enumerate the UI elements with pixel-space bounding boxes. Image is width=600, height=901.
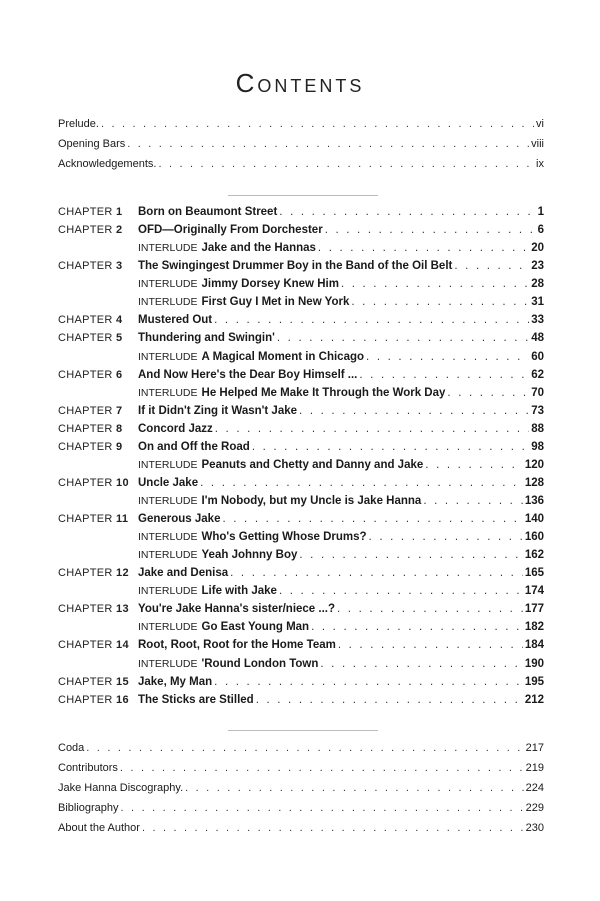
interlude-entry[interactable] — [138, 621, 544, 639]
chapter-entry[interactable] — [58, 694, 544, 712]
leader-dots — [256, 694, 523, 706]
leader-dots — [127, 138, 529, 150]
chapter-entry[interactable] — [58, 513, 544, 531]
leader-dots — [230, 567, 523, 579]
interlude-entry[interactable] — [138, 658, 544, 676]
front-matter-page-number: viii — [531, 138, 544, 150]
divider-top — [228, 195, 378, 196]
chapter-word: CHAPTER — [58, 332, 113, 345]
page-number: 88 — [531, 422, 544, 435]
chapter-title: Root, Root, Root for the Home Team — [138, 639, 336, 652]
interlude-label: INTERLUDE — [138, 296, 198, 309]
chapter-title: Generous Jake — [138, 513, 221, 525]
leader-dots — [185, 782, 523, 794]
chapter-label — [58, 224, 138, 236]
chapter-label — [58, 676, 138, 688]
chapter-number: 14 — [116, 639, 129, 652]
chapter-label — [58, 441, 138, 453]
chapter-word: CHAPTER — [58, 639, 113, 652]
page-number: 160 — [524, 531, 544, 544]
chapter-word: CHAPTER — [58, 206, 113, 218]
chapter-number: 5 — [116, 332, 123, 345]
interlude-title: Go East Young Man — [201, 621, 310, 634]
chapter-word: CHAPTER — [58, 422, 113, 435]
page-number: 120 — [524, 458, 544, 471]
chapter-title: Thundering and Swingin' — [138, 332, 275, 345]
page-number: 174 — [524, 585, 544, 598]
page-number: 73 — [531, 404, 544, 417]
interlude-entry[interactable] — [138, 495, 544, 513]
chapter-word: CHAPTER — [58, 567, 113, 580]
chapter-title: Jake, My Man — [138, 675, 213, 688]
chapter-word: CHAPTER — [58, 260, 113, 273]
page-number: 98 — [531, 440, 544, 453]
back-matter-title: Contributors — [58, 762, 118, 774]
page-number: 23 — [531, 260, 544, 273]
chapter-word: CHAPTER — [58, 368, 113, 381]
chapter-number: 10 — [116, 476, 129, 489]
chapter-word: CHAPTER — [58, 693, 113, 706]
interlude-title: First Guy I Met in New York — [201, 296, 350, 309]
chapter-word: CHAPTER — [58, 224, 113, 237]
interlude-title: Peanuts and Chetty and Danny and Jake — [201, 458, 424, 471]
leader-dots — [279, 206, 535, 218]
back-matter-entry[interactable] — [58, 802, 544, 820]
chapter-word: CHAPTER — [58, 603, 113, 616]
chapter-number: 15 — [116, 675, 129, 688]
leader-dots — [311, 621, 523, 633]
leader-dots — [279, 585, 523, 597]
chapter-label — [58, 513, 138, 525]
chapter-number: 12 — [116, 567, 129, 580]
page-number: 165 — [524, 567, 544, 580]
interlude-entry[interactable] — [138, 351, 544, 369]
chapter-word: CHAPTER — [58, 440, 113, 453]
chapter-title: You're Jake Hanna's sister/niece ...? — [138, 603, 336, 616]
leader-dots — [366, 351, 529, 363]
interlude-title: Life with Jake — [201, 585, 277, 598]
interlude-entry[interactable] — [138, 242, 544, 260]
chapter-entry[interactable] — [58, 314, 544, 332]
chapter-number: 1 — [116, 206, 123, 218]
chapter-word: CHAPTER — [58, 404, 113, 417]
front-matter-entry[interactable] — [58, 118, 544, 136]
front-matter-title: Opening Bars — [58, 138, 126, 150]
page-number: 184 — [524, 639, 544, 652]
leader-dots — [320, 658, 522, 670]
chapter-label — [58, 639, 138, 651]
page-number: 20 — [531, 242, 544, 255]
interlude-title: I'm Nobody, but my Uncle is Jake Hanna — [201, 495, 422, 507]
divider-bottom — [228, 730, 378, 731]
interlude-title: 'Round London Town — [201, 657, 319, 670]
interlude-title: He Helped Me Make It Through the Work Day — [201, 386, 446, 399]
chapter-title: Uncle Jake — [138, 476, 199, 489]
chapter-title: The Swingingest Drummer Boy in the Band of the Oil Belt — [138, 260, 453, 273]
interlude-label: INTERLUDE — [138, 585, 198, 598]
chapter-label — [58, 260, 138, 272]
back-matter-title: Jake Hanna Discography. — [58, 782, 184, 794]
back-matter-page-number: 219 — [525, 762, 544, 774]
leader-dots — [158, 158, 534, 170]
chapter-label — [58, 567, 138, 579]
leader-dots — [351, 296, 529, 308]
chapter-label — [58, 477, 138, 489]
chapter-label — [58, 423, 138, 435]
leader-dots — [325, 224, 536, 236]
interlude-label: INTERLUDE — [138, 531, 198, 544]
chapter-word: CHAPTER — [58, 675, 113, 688]
chapter-entry[interactable] — [58, 441, 544, 459]
interlude-entry[interactable] — [138, 278, 544, 296]
chapter-number: 16 — [116, 693, 129, 706]
leader-dots — [454, 260, 529, 272]
chapter-entry[interactable] — [58, 332, 544, 350]
interlude-title: A Magical Moment in Chicago — [201, 350, 365, 363]
leader-dots — [338, 639, 523, 651]
chapter-number: 11 — [116, 513, 129, 525]
leader-dots — [299, 405, 529, 417]
page-number: 6 — [537, 224, 544, 237]
interlude-title: Jimmy Dorsey Knew Him — [201, 278, 339, 291]
page-number: 212 — [524, 693, 544, 706]
interlude-label: INTERLUDE — [138, 350, 198, 363]
page-number: 60 — [531, 350, 544, 363]
interlude-entry[interactable] — [138, 531, 544, 549]
chapter-entry[interactable] — [58, 639, 544, 657]
interlude-label: INTERLUDE — [138, 657, 198, 670]
back-matter-title: Bibliography — [58, 802, 119, 814]
chapter-entry[interactable] — [58, 369, 544, 387]
page-number: 182 — [524, 621, 544, 634]
leader-dots — [299, 549, 522, 561]
interlude-label: INTERLUDE — [138, 458, 198, 471]
leader-dots — [86, 742, 523, 754]
leader-dots — [121, 802, 524, 814]
back-matter-page-number: 229 — [525, 802, 544, 814]
front-matter-page-number: ix — [536, 158, 544, 170]
page-number: 177 — [524, 603, 544, 616]
page-number: 140 — [524, 513, 544, 525]
page-number: 195 — [524, 675, 544, 688]
leader-dots — [341, 278, 529, 290]
back-matter-entry[interactable] — [58, 742, 544, 760]
interlude-label: INTERLUDE — [138, 495, 198, 507]
interlude-title: Who's Getting Whose Drums? — [201, 531, 367, 544]
chapter-title: Jake and Denisa — [138, 567, 229, 580]
chapter-title: And Now Here's the Dear Boy Himself ... — [138, 368, 358, 381]
leader-dots — [120, 762, 524, 774]
chapter-word: CHAPTER — [58, 314, 113, 327]
chapter-number: 4 — [116, 314, 123, 327]
leader-dots — [200, 477, 523, 489]
chapter-label — [58, 694, 138, 706]
chapter-title: Born on Beaumont Street — [138, 206, 278, 218]
page-number: 33 — [531, 314, 544, 327]
chapter-number: 13 — [116, 603, 129, 616]
chapter-entry[interactable] — [58, 676, 544, 694]
interlude-label: INTERLUDE — [138, 386, 198, 399]
chapter-entry[interactable] — [58, 477, 544, 495]
chapter-title: OFD—Originally From Dorchester — [138, 224, 323, 237]
leader-dots — [101, 118, 534, 130]
leader-dots — [359, 369, 529, 381]
interlude-label: INTERLUDE — [138, 621, 198, 634]
back-matter-entry[interactable] — [58, 822, 544, 840]
leader-dots — [222, 513, 522, 525]
leader-dots — [214, 676, 523, 688]
chapter-number: 3 — [116, 260, 123, 273]
chapter-number: 2 — [116, 224, 123, 237]
chapter-number: 6 — [116, 368, 123, 381]
front-matter-entry[interactable] — [58, 138, 544, 156]
chapter-label — [58, 603, 138, 615]
front-matter-entry[interactable] — [58, 158, 544, 176]
interlude-entry[interactable] — [138, 549, 544, 567]
interlude-label: INTERLUDE — [138, 278, 198, 291]
page-number: 48 — [531, 332, 544, 345]
leader-dots — [425, 459, 523, 471]
interlude-title: Yeah Johnny Boy — [201, 549, 298, 562]
leader-dots — [252, 441, 529, 453]
chapter-word: CHAPTER — [58, 513, 113, 525]
leader-dots — [215, 423, 529, 435]
chapter-entry[interactable] — [58, 405, 544, 423]
leader-dots — [423, 495, 522, 507]
chapter-label — [58, 314, 138, 326]
back-matter-page-number: 230 — [525, 822, 544, 834]
chapter-title: If it Didn't Zing it Wasn't Jake — [138, 404, 298, 417]
chapter-number: 9 — [116, 440, 123, 453]
page-number: 162 — [524, 549, 544, 562]
page-number: 31 — [531, 296, 544, 309]
chapter-label — [58, 332, 138, 344]
interlude-entry[interactable] — [138, 296, 544, 314]
chapter-entry[interactable] — [58, 567, 544, 585]
interlude-title: Jake and the Hannas — [201, 242, 316, 255]
chapter-entry[interactable] — [58, 423, 544, 441]
back-matter-page-number: 224 — [525, 782, 544, 794]
leader-dots — [369, 531, 523, 543]
chapter-entry[interactable] — [58, 206, 544, 224]
page-number: 62 — [531, 368, 544, 381]
back-matter-title: About the Author — [58, 822, 140, 834]
back-matter-entry[interactable] — [58, 782, 544, 800]
back-matter-title: Coda — [58, 742, 85, 754]
front-matter-title: Acknowledgements. — [58, 158, 157, 170]
chapter-entry[interactable] — [58, 224, 544, 242]
chapter-title: On and Off the Road — [138, 440, 250, 453]
chapter-entry[interactable] — [58, 603, 544, 621]
back-matter-entry[interactable] — [58, 762, 544, 780]
leader-dots — [337, 603, 523, 615]
page-number: 28 — [531, 278, 544, 291]
page-number: 190 — [524, 657, 544, 670]
page-number: 128 — [524, 476, 544, 489]
interlude-entry[interactable] — [138, 459, 544, 477]
page-title: Contents — [235, 68, 365, 98]
page-number: 136 — [524, 495, 544, 507]
chapter-title: Mustered Out — [138, 314, 213, 327]
front-matter-title: Prelude. — [58, 118, 99, 130]
chapter-number: 7 — [116, 404, 123, 417]
back-matter-page-number: 217 — [525, 742, 544, 754]
chapter-label — [58, 206, 138, 218]
chapter-number: 8 — [116, 422, 123, 435]
chapter-label — [58, 405, 138, 417]
chapter-entry[interactable] — [58, 260, 544, 278]
leader-dots — [318, 242, 529, 254]
front-matter-page-number: vi — [536, 118, 544, 130]
leader-dots — [142, 822, 524, 834]
chapter-label — [58, 369, 138, 381]
chapter-title: The Sticks are Stilled — [138, 693, 254, 706]
leader-dots — [447, 387, 529, 399]
chapter-word: CHAPTER — [58, 476, 113, 489]
leader-dots — [277, 332, 529, 344]
interlude-entry[interactable] — [138, 585, 544, 603]
interlude-label: INTERLUDE — [138, 549, 198, 562]
chapter-title: Concord Jazz — [138, 422, 213, 435]
page-number: 70 — [531, 386, 544, 399]
interlude-label: INTERLUDE — [138, 242, 198, 255]
interlude-entry[interactable] — [138, 387, 544, 405]
page-number: 1 — [537, 206, 544, 218]
leader-dots — [214, 314, 529, 326]
